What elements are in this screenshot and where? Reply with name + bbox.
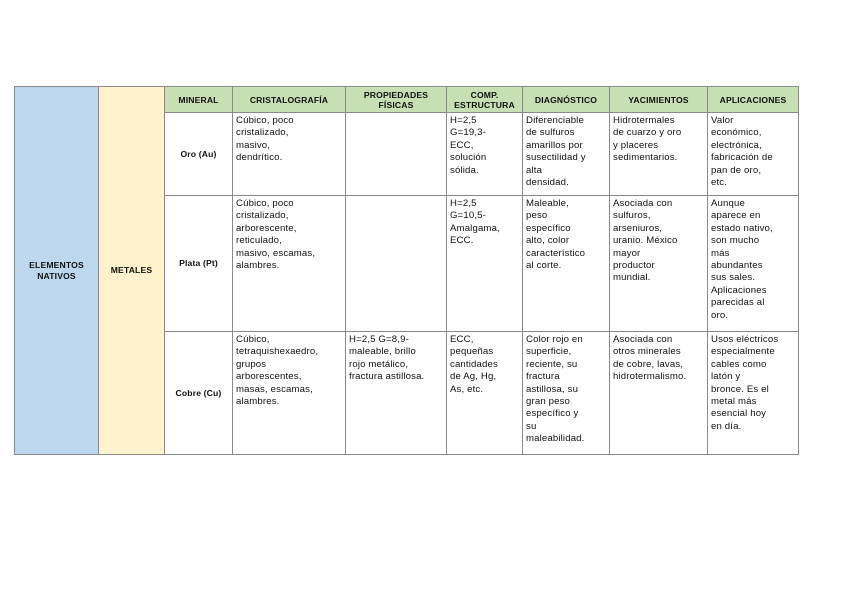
header-diagnostico: DIAGNÓSTICO	[523, 87, 610, 113]
diagnostico-cell: Diferenciable de sulfuros amarillos por susectilidad y alta densidad.	[523, 113, 610, 196]
aplicaciones-cell: Usos eléctricos especialmente cables como latón y bronce. Es el metal más esencial hoy en día.	[708, 332, 799, 455]
header-cristalografia: CRISTALOGRAFÍA	[233, 87, 346, 113]
cristalografia-cell: Cúbico, poco cristalizado, masivo, dendrítico.	[233, 113, 346, 196]
header-propiedades: PROPIEDADES FÍSICAS	[346, 87, 447, 113]
yacimientos-cell: Hidrotermales de cuarzo y oro y placeres sedimentarios.	[610, 113, 708, 196]
mineral-name: Oro (Au)	[165, 113, 233, 196]
header-aplicaciones: APLICACIONES	[708, 87, 799, 113]
cristalografia-cell: Cúbico, tetraquishexaedro, grupos arborescentes, masas, escamas, alambres.	[233, 332, 346, 455]
diagnostico-cell: Color rojo en superficie, reciente, su fractura astillosa, su gran peso específico y su maleabilidad.	[523, 332, 610, 455]
cristalografia-cell: Cúbico, poco cristalizado, arborescente, reticulado, masivo, escamas, alambres.	[233, 196, 346, 332]
category-cell: ELEMENTOS NATIVOS	[15, 87, 99, 455]
header-yacimientos: YACIMIENTOS	[610, 87, 708, 113]
mineral-name: Plata (Pt)	[165, 196, 233, 332]
diagnostico-cell: Maleable, peso específico alto, color característico al corte.	[523, 196, 610, 332]
mineral-name: Cobre (Cu)	[165, 332, 233, 455]
yacimientos-cell: Asociada con otros minerales de cobre, lavas, hidrotermalismo.	[610, 332, 708, 455]
propiedades-cell	[346, 196, 447, 332]
comp-cell: H=2,5 G=19,3- ECC, solución sólida.	[447, 113, 523, 196]
minerals-table	[14, 86, 799, 455]
yacimientos-cell: Asociada con sulfuros, arseniuros, uranio. México mayor productor mundial.	[610, 196, 708, 332]
comp-cell: H=2,5 G=10,5- Amalgama, ECC.	[447, 196, 523, 332]
propiedades-cell	[346, 113, 447, 196]
aplicaciones-cell: Valor económico, electrónica, fabricación de pan de oro, etc.	[708, 113, 799, 196]
comp-cell: ECC, pequeñas cantidades de Ag, Hg, As, etc.	[447, 332, 523, 455]
aplicaciones-cell: Aunque aparece en estado nativo, son mucho más abundantes sus sales. Aplicaciones parecidas al oro.	[708, 196, 799, 332]
header-mineral: MINERAL	[165, 87, 233, 113]
propiedades-cell: H=2,5 G=8,9- maleable, brillo rojo metálico, fractura astillosa.	[346, 332, 447, 455]
header-comp: COMP. ESTRUCTURA	[447, 87, 523, 113]
subcategory-cell: METALES	[99, 87, 165, 455]
